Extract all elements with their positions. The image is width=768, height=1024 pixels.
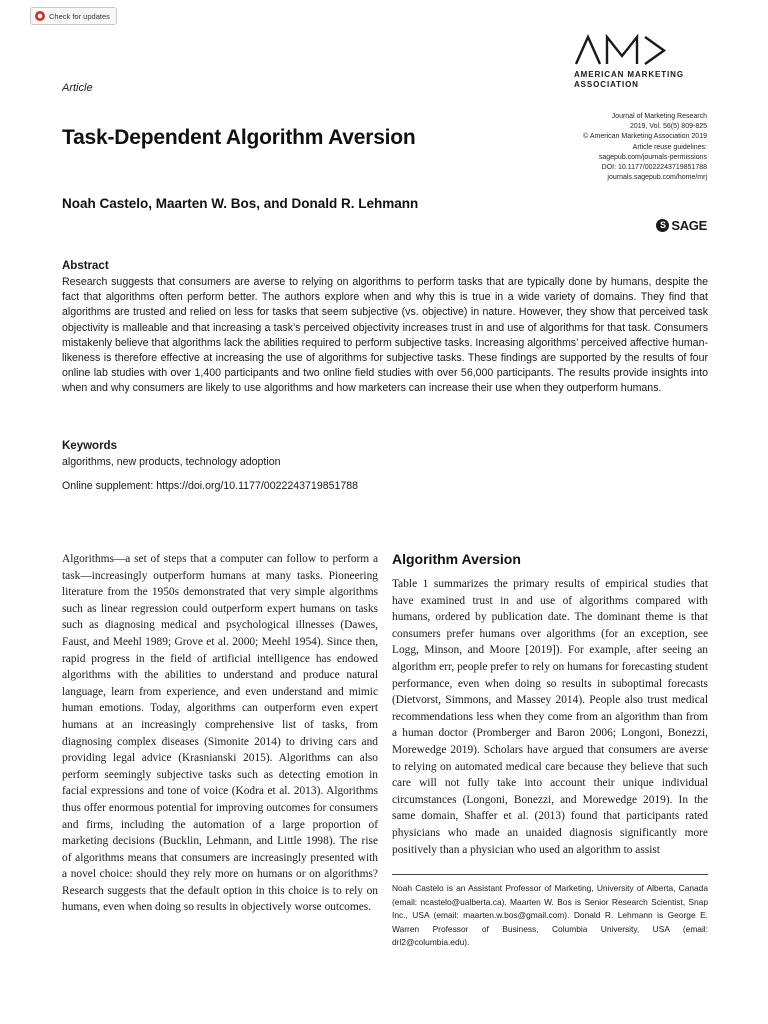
logo-text-line2: ASSOCIATION <box>574 80 639 89</box>
abstract-heading: Abstract <box>62 260 109 272</box>
journal-name: Journal of Marketing Research <box>611 113 707 120</box>
logo-text-line1: AMERICAN MARKETING <box>574 70 684 79</box>
crossmark-icon <box>35 11 45 21</box>
sage-label: SAGE <box>671 218 707 233</box>
sage-icon: S <box>656 219 669 232</box>
section-paragraph: Table 1 summarizes the primary results of empirical studies that have examined trust in and use of algorithms compared with humans, ordered by publication date. The dominant theme is that consumers prefer humans over algorithms (for an exception, see Logg, Minson, and Moore [2019]). For example, after seeing an algorithm err, people prefer to rely on humans for forecasting student performance, even when doing so results in suboptimal forecasts (Dietvorst, Simmons, and Massey 2014). People also trust medical recommendations less when they come from an algorithm than from a human doctor (Promberger and Baron 2006; Longoni, Bonezzi, Morewedge 2019). Scholars have argued that consumers are averse to relying on automated medical care because they believe that such care will not fully take into account their unique individual circumstances (Longoni, Bonezzi, and Morewedge 2019). In the same domain, Shaffer et al. (2013) found that participants rated physicians who made an unaided diagnosis significantly more positively than a physician who used an algorithm to assist <box>392 578 708 856</box>
sage-logo <box>656 218 707 233</box>
journal-reuse-label: Article reuse guidelines: <box>632 143 707 151</box>
paper-title: Task-Dependent Algorithm Aversion <box>62 126 416 149</box>
journal-copyright: © American Marketing Association 2019 <box>583 133 707 141</box>
author-footnote: Noah Castelo is an Assistant Professor of Marketing, University of Alberta, Canada (email: ncastelo@ualberta.ca). Maarten W. Bos is Senior Research Scientist, Snap Inc., USA (email: maarten.w.bos@gmail.com). Donald R. Lehmann is George E. Warren Professor of Business, Columbia University, USA (email: drl2@columbia.edu). <box>392 883 708 947</box>
journal-doi[interactable]: DOI: 10.1177/0022243719851788 <box>601 164 707 172</box>
keywords-heading: Keywords <box>62 440 117 452</box>
footnote-divider <box>392 874 708 875</box>
ama-logo <box>574 34 710 90</box>
article-type-label: Article <box>62 82 93 94</box>
journal-volume: 2019, Vol. 56(5) 809-825 <box>629 123 707 131</box>
online-supplement-link[interactable]: Online supplement: https://doi.org/10.1177/0022243719851788 <box>62 480 359 492</box>
intro-paragraph: Algorithms—a set of steps that a computer can follow to perform a task—increasingly outperform humans at many tasks. Pioneering literature from the 1950s demonstrated that very simple algorithms such as linear regression could outperform expert humans on tasks such as diagnosing medical and psychological illnesses (Dawes, Faust, and Meehl 1989; Grove et al. 2000; Meehl 1954). Since then, rapid progress in the field of artificial intelligence has endowed algorithms with the abilities to understand and produce natural language, learn from experience, and even understand and mimic human emotions. Today, algorithms can outperform even expert humans at an increasingly comprehensive list of tasks, from diagnosing complex diseases (Simonite 2014) to driving cars and providing legal advice (Krasnianski 2015). Algorithms can also perform seemingly subjective tasks such as detecting emotion in facial expressions and tone of voice (Kodra et al. 2013). Algorithms thus offer enormous potential for improving outcomes for consumers and firms, including the automation of a large proportion of marketing decisions (Bucklin, Lehmann, and Little 1998). The rise of algorithms means that consumers are increasingly presented with a novel choice: should they rely more on humans or on algorithms? Research suggests that the default option in this choice is to rely on humans, even when doing so results in objectively worse outcomes. <box>62 553 378 914</box>
paper-authors: Noah Castelo, Maarten W. Bos, and Donald R. Lehmann <box>62 196 419 211</box>
journal-permissions-link[interactable]: sagepub.com/journals-permissions <box>598 153 707 161</box>
journal-info <box>583 112 707 183</box>
check-for-updates-label: Check for updates <box>49 11 110 21</box>
check-for-updates-button[interactable] <box>30 7 117 25</box>
section-heading: Algorithm Aversion <box>392 551 521 567</box>
abstract-text: Research suggests that consumers are averse to relying on algorithms to perform tasks that are typically done by humans, despite the fact that algorithms often perform better. The authors explore when and why this is true in a wide variety of domains. They find that algorithms are trusted and relied on less for tasks that seem subjective (vs. objective) in nature. However, they show that perceived task objectivity is malleable and that increasing a task’s perceived objectivity increases trust in and use of algorithms for that task. Consumers mistakenly believe that algorithms lack the abilities required to perform subjective tasks. Increasing algorithms’ perceived affective human-likeness is therefore effective at increasing the use of algorithms for subjective tasks. These findings are supported by the results of four online lab studies with over 1,400 participants and two online field studies with over 56,000 participants. The results provide insights into when and why consumers are likely to use algorithms and how marketers can increase their use when they outperform humans. <box>62 276 708 395</box>
keywords-text: algorithms, new products, technology adoption <box>62 456 281 468</box>
ama-logo-mark <box>574 34 670 66</box>
journal-home-link[interactable]: journals.sagepub.com/home/mrj <box>607 174 707 182</box>
